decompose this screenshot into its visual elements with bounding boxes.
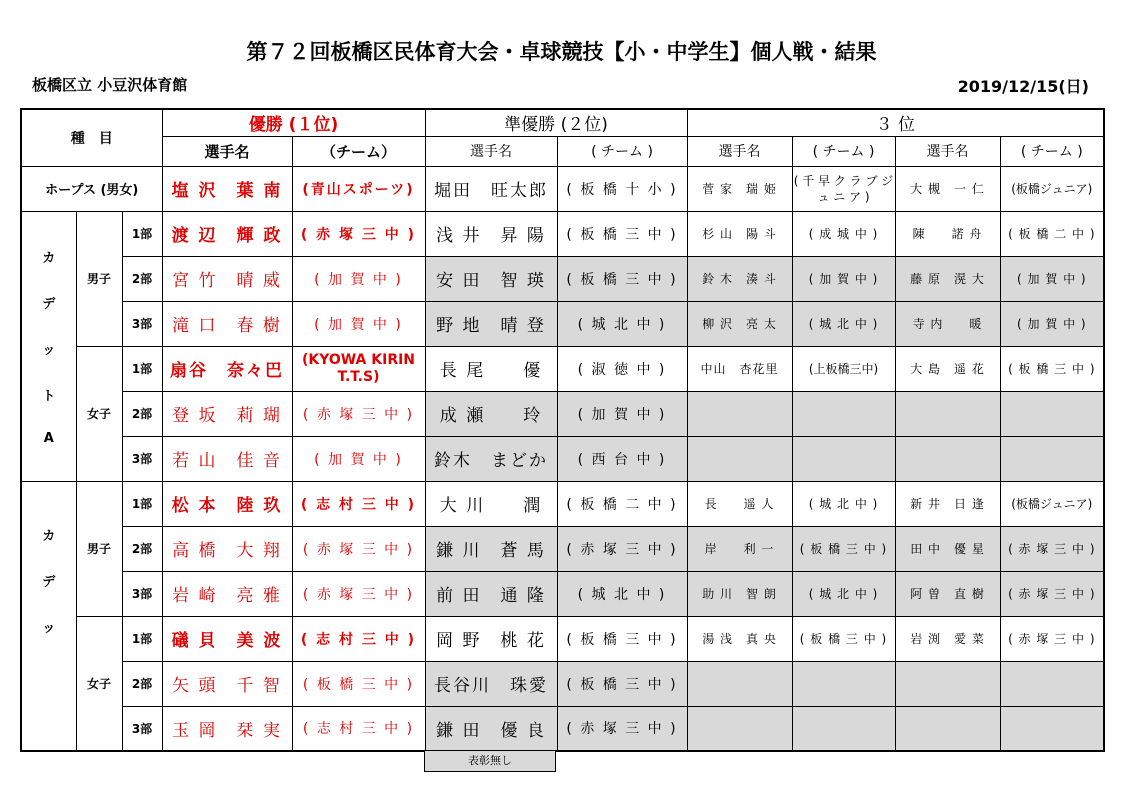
runnerup-name: 岡 野 桃 花 (425, 616, 557, 661)
winner-name: 扇谷 奈々巴 (162, 346, 292, 391)
table-row (21, 391, 1104, 436)
third-team: ( 千 早 ク ラ ブ ジ ュ ニ ア ) (792, 166, 895, 211)
category-cadet-a: カ デ ッ ト A (21, 211, 76, 481)
runnerup-team: ( 板 橋 三 中 ) (557, 616, 687, 661)
division-label: 2部 (122, 256, 162, 301)
third-team: ( 板 橋 三 中 ) (1000, 346, 1104, 391)
table-row (21, 661, 1104, 706)
event-date: 2019/12/15(日) (957, 77, 1089, 96)
division-label: 3部 (122, 301, 162, 346)
winner-team: ( 加 賀 中 ) (292, 301, 425, 346)
division-label: 1部 (122, 481, 162, 526)
runnerup-team: ( 板 橋 三 中 ) (557, 211, 687, 256)
winner-name: 滝 口 春 樹 (162, 301, 292, 346)
third-name: 藤 原 滉 大 (895, 256, 1000, 301)
division-label: 3部 (122, 706, 162, 751)
runnerup-team: ( 城 北 中 ) (557, 301, 687, 346)
third-team: ( 成 城 中 ) (792, 211, 895, 256)
third-team: (上板橋三中) (792, 346, 895, 391)
sex-female: 女子 (76, 616, 122, 751)
runnerup-name: 鎌 川 蒼 馬 (425, 526, 557, 571)
runnerup-name: 前 田 通 隆 (425, 571, 557, 616)
third-team: ( 加 賀 中 ) (1000, 256, 1104, 301)
table-row (21, 166, 1104, 211)
runnerup-name: 長 尾 優 (425, 346, 557, 391)
third-name: 大 島 遥 花 (895, 346, 1000, 391)
third-name: 陳 諾 舟 (895, 211, 1000, 256)
division-label: 2部 (122, 661, 162, 706)
winner-team: ( 志 村 三 中 ) (292, 616, 425, 661)
third-name (895, 436, 1000, 481)
runnerup-team: ( 西 台 中 ) (557, 436, 687, 481)
third-team (1000, 436, 1104, 481)
winner-team: ( 赤 塚 三 中 ) (292, 211, 425, 256)
winner-team: ( 赤 塚 三 中 ) (292, 526, 425, 571)
winner-team: ( 赤 塚 三 中 ) (292, 391, 425, 436)
division-label: 1部 (122, 346, 162, 391)
division-label: 3部 (122, 571, 162, 616)
third-team: ( 赤 塚 三 中 ) (1000, 571, 1104, 616)
third-name (687, 436, 792, 481)
col-player: 選手名 (895, 136, 1000, 166)
third-name: 岩 渕 愛 菜 (895, 616, 1000, 661)
winner-team: ( 志 村 三 中 ) (292, 706, 425, 751)
third-name: 田 中 優 星 (895, 526, 1000, 571)
no-award-note: 表彰無し (424, 750, 556, 772)
runnerup-team: ( 板 橋 十 小 ) (557, 166, 687, 211)
winner-team: ( 加 賀 中 ) (292, 256, 425, 301)
table-row (21, 571, 1104, 616)
third-name: 新 井 日 逢 (895, 481, 1000, 526)
third-team (792, 436, 895, 481)
table-row (21, 256, 1104, 301)
third-team: ( 城 北 中 ) (792, 571, 895, 616)
third-team (792, 661, 895, 706)
third-team: ( 赤 塚 三 中 ) (1000, 616, 1104, 661)
third-team: (板橋ジュニア) (1000, 166, 1104, 211)
division-label: 3部 (122, 436, 162, 481)
event-header: 種 目 (21, 109, 162, 166)
runnerup-team: ( 板 橋 二 中 ) (557, 481, 687, 526)
runnerup-team: ( 淑 徳 中 ) (557, 346, 687, 391)
runnerup-team: ( 城 北 中 ) (557, 571, 687, 616)
results-table (20, 108, 1105, 752)
winner-name: 宮 竹 晴 威 (162, 256, 292, 301)
third-place-header: ３ 位 (687, 109, 1104, 136)
division-label: 2部 (122, 526, 162, 571)
second-place-header: 準優勝 (２位) (425, 109, 687, 136)
sex-male: 男子 (76, 481, 122, 616)
runnerup-name: 堀田 旺太郎 (425, 166, 557, 211)
winner-name: 塩 沢 葉 南 (162, 166, 292, 211)
third-name (687, 706, 792, 751)
winner-name: 渡 辺 輝 政 (162, 211, 292, 256)
winner-team: ( 板 橋 三 中 ) (292, 661, 425, 706)
division-label: 1部 (122, 211, 162, 256)
category-cadet: カ デ ッ (21, 481, 76, 751)
winner-name: 岩 崎 亮 雅 (162, 571, 292, 616)
third-team: ( 赤 塚 三 中 ) (1000, 526, 1104, 571)
third-team: ( 城 北 中 ) (792, 301, 895, 346)
third-team: ( 板 橋 三 中 ) (792, 526, 895, 571)
third-name: 湯 浅 真 央 (687, 616, 792, 661)
runnerup-team: ( 赤 塚 三 中 ) (557, 706, 687, 751)
sex-male: 男子 (76, 211, 122, 346)
third-name: 鈴 木 湊 斗 (687, 256, 792, 301)
third-name: 杉 山 陽 斗 (687, 211, 792, 256)
runnerup-name: 鎌 田 優 良 (425, 706, 557, 751)
third-name: 長 遥 人 (687, 481, 792, 526)
col-team: ( チーム ) (1000, 136, 1104, 166)
table-row (21, 301, 1104, 346)
division-label: 2部 (122, 391, 162, 436)
winner-name: 玉 岡 栞 実 (162, 706, 292, 751)
third-name: 大 槻 一 仁 (895, 166, 1000, 211)
table-row (21, 706, 1104, 751)
winner-team: ( 加 賀 中 ) (292, 436, 425, 481)
third-team: (板橋ジュニア) (1000, 481, 1104, 526)
winner-team: ( 志 村 三 中 ) (292, 481, 425, 526)
winner-name: 礒 貝 美 波 (162, 616, 292, 661)
third-name: 助 川 智 朗 (687, 571, 792, 616)
third-name (895, 706, 1000, 751)
col-team: （チーム） (292, 136, 425, 166)
third-team (1000, 706, 1104, 751)
runnerup-team: ( 板 橋 三 中 ) (557, 661, 687, 706)
col-player: 選手名 (425, 136, 557, 166)
runnerup-name: 鈴木 まどか (425, 436, 557, 481)
third-name: 菅 家 瑞 姫 (687, 166, 792, 211)
third-name: 阿 曽 直 樹 (895, 571, 1000, 616)
third-name (895, 391, 1000, 436)
table-row (21, 436, 1104, 481)
runnerup-name: 浅 井 昇 陽 (425, 211, 557, 256)
winner-team: ( 赤 塚 三 中 ) (292, 571, 425, 616)
third-name: 中山 杏花里 (687, 346, 792, 391)
third-team (1000, 391, 1104, 436)
third-team (792, 706, 895, 751)
winner-team: (KYOWA KIRIN T.T.S) (292, 346, 425, 391)
col-team: ( チーム ) (557, 136, 687, 166)
third-name: 寺 内 暖 (895, 301, 1000, 346)
col-player: 選手名 (162, 136, 292, 166)
runnerup-name: 長谷川 珠愛 (425, 661, 557, 706)
third-name: 岸 利 一 (687, 526, 792, 571)
third-name (687, 661, 792, 706)
first-place-header: 優勝 (１位) (162, 109, 425, 136)
winner-name: 登 坂 莉 瑚 (162, 391, 292, 436)
runnerup-team: ( 板 橋 三 中 ) (557, 256, 687, 301)
winner-name: 若 山 佳 音 (162, 436, 292, 481)
winner-name: 矢 頭 千 智 (162, 661, 292, 706)
category-hopes: ホープス (男女) (21, 166, 162, 211)
table-row (21, 616, 1104, 661)
table-row (21, 481, 1104, 526)
third-team: ( 板 橋 二 中 ) (1000, 211, 1104, 256)
third-team: ( 加 賀 中 ) (1000, 301, 1104, 346)
runnerup-team: ( 加 賀 中 ) (557, 391, 687, 436)
table-row (21, 526, 1104, 571)
third-name (687, 391, 792, 436)
col-team: ( チーム ) (792, 136, 895, 166)
third-name (895, 661, 1000, 706)
third-team: ( 加 賀 中 ) (792, 256, 895, 301)
third-team: ( 城 北 中 ) (792, 481, 895, 526)
runnerup-team: ( 赤 塚 三 中 ) (557, 526, 687, 571)
third-team: ( 板 橋 三 中 ) (792, 616, 895, 661)
sex-female: 女子 (76, 346, 122, 481)
col-player: 選手名 (687, 136, 792, 166)
third-name: 柳 沢 亮 太 (687, 301, 792, 346)
winner-team: (青山スポーツ) (292, 166, 425, 211)
page-title: 第７２回板橋区民体育大会・卓球競技【小・中学生】個人戦・結果 (246, 40, 877, 64)
winner-name: 高 橋 大 翔 (162, 526, 292, 571)
runnerup-name: 大 川 潤 (425, 481, 557, 526)
runnerup-name: 安 田 智 瑛 (425, 256, 557, 301)
runnerup-name: 成 瀬 玲 (425, 391, 557, 436)
table-row (21, 346, 1104, 391)
division-label: 1部 (122, 616, 162, 661)
winner-name: 松 本 陸 玖 (162, 481, 292, 526)
runnerup-name: 野 地 晴 登 (425, 301, 557, 346)
third-team (792, 391, 895, 436)
table-row (21, 211, 1104, 256)
venue-label: 板橋区立 小豆沢体育館 (32, 76, 188, 94)
third-team (1000, 661, 1104, 706)
